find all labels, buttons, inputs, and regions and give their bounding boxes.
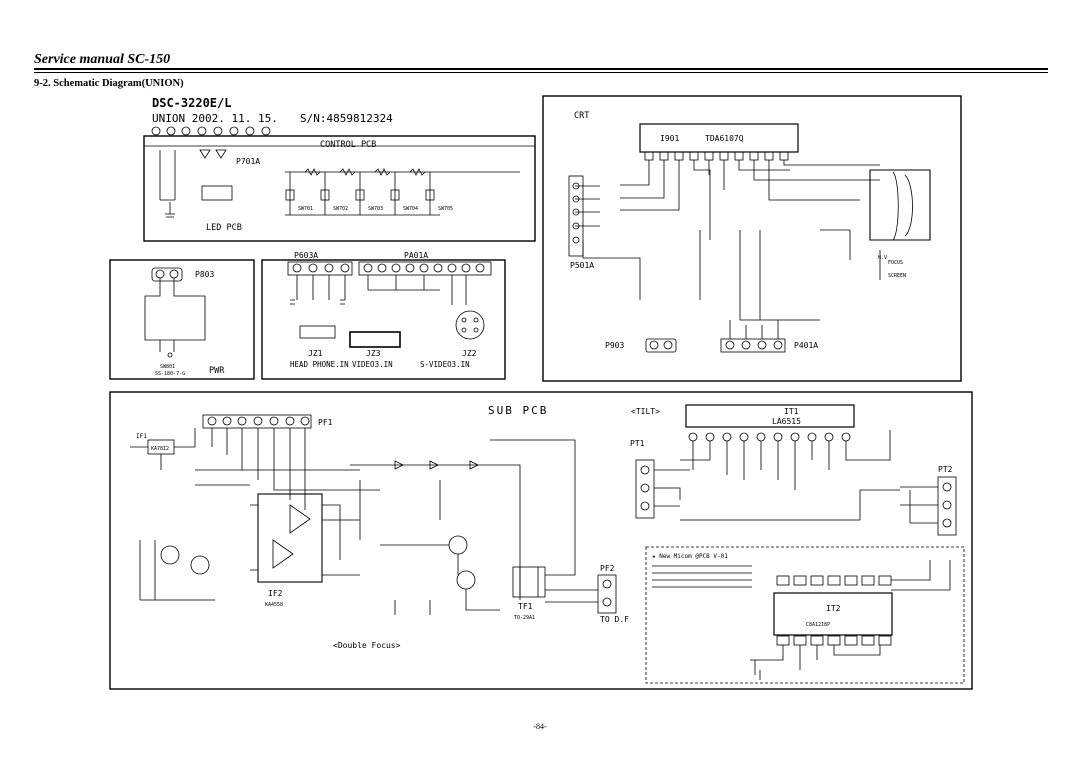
sw801-part: SS-180-7-G	[155, 371, 186, 377]
crt-board	[543, 96, 961, 381]
model-name: DSC-3220E/L	[152, 96, 232, 110]
if2-part: KA4558	[265, 602, 284, 608]
crt-label: CRT	[574, 111, 590, 121]
crt-hv-label: H.V	[878, 255, 888, 261]
sw705-label: SW705	[438, 206, 454, 212]
if2-label: IF2	[268, 589, 283, 598]
jz3-desc: VIDEO3.IN	[352, 360, 393, 369]
sw701-label: SW701	[298, 206, 314, 212]
sw801-label: SW801	[160, 364, 176, 370]
i901-label: I901	[660, 134, 680, 143]
model-vendor-date: UNION 2002. 11. 15.	[152, 112, 278, 125]
page-number: -84-	[533, 722, 547, 731]
sub-board	[110, 392, 972, 689]
sw704-label: SW704	[403, 206, 419, 212]
it2-part: C8A12I8P	[806, 622, 831, 628]
if1-part: KA78I2	[151, 446, 170, 452]
control-led-board	[144, 127, 535, 241]
sw702-label: SW702	[333, 206, 349, 212]
pf2-label: PF2	[600, 564, 615, 573]
pt1-label: PT1	[630, 439, 645, 448]
sub-pcb-label: SUB PCB	[488, 404, 549, 417]
p501a-label: P501A	[570, 261, 595, 270]
p903-label: P903	[605, 341, 625, 350]
it2-bottom-pins	[777, 636, 891, 645]
it2-top-pins	[777, 576, 891, 585]
pwr-board	[110, 260, 254, 379]
jz3-label: JZ3	[366, 349, 381, 358]
tilt-label: <TILT>	[631, 407, 660, 416]
control-pcb-label: CONTROL PCB	[320, 140, 377, 150]
pa01a-label: PA01A	[404, 251, 429, 260]
new-micom-label: ★ New Micom @PCB V-01	[652, 553, 728, 560]
p401a-label: P401A	[794, 341, 819, 350]
led-pcb-label: LED PCB	[206, 223, 242, 233]
jz2-label: JZ2	[462, 349, 477, 358]
p701a-label: P701A	[236, 157, 261, 166]
crt-focus-label: FOCUS	[888, 260, 904, 266]
crt-screen-label: SCREEN	[888, 273, 907, 279]
it1-part: LA6515	[772, 417, 801, 426]
jz1-desc: HEAD PHONE.IN	[290, 360, 349, 369]
jz1-label: JZ1	[308, 349, 323, 358]
section-title: 9-2. Schematic Diagram(UNION)	[34, 78, 184, 89]
pf1-label: PF1	[318, 418, 333, 427]
i901-part: TDA6107Q	[705, 134, 744, 143]
it1-pins	[689, 433, 850, 441]
sw703-label: SW703	[368, 206, 384, 212]
tf1-part: TO-29A1	[514, 615, 536, 621]
pwr-label: PWR	[209, 366, 225, 376]
p603a-label: P603A	[294, 251, 319, 260]
p803-label: P803	[195, 270, 215, 279]
jz2-desc: S-VIDEO3.IN	[420, 360, 470, 369]
p603a-pins	[288, 262, 352, 275]
it1-label: IT1	[784, 407, 799, 416]
p701a-pins	[152, 127, 270, 135]
pt2-label: PT2	[938, 465, 953, 474]
manual-title: Service manual SC-150	[34, 52, 171, 67]
av-jack-board	[262, 251, 505, 379]
double-focus-label: <Double Focus>	[333, 641, 401, 650]
it2-label: IT2	[826, 604, 841, 613]
to-df-label: TO D.F	[600, 615, 629, 624]
if1-label: IF1	[136, 433, 147, 440]
model-serial: S/N:4859812324	[300, 112, 393, 125]
i901-pins	[645, 152, 788, 160]
pa01a-pins	[359, 262, 491, 275]
tf1-label: TF1	[518, 602, 533, 611]
